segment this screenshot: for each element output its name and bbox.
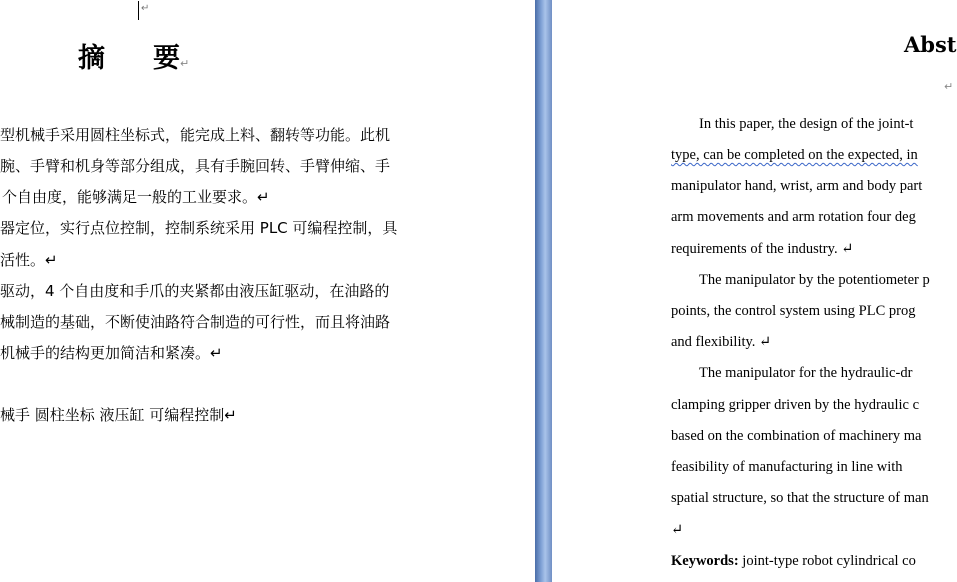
paragraph-mark-icon: ↵ (671, 522, 684, 538)
abstract-line: 驱动，4 个自由度和手爪的夹紧都由液压缸驱动，在油路的 (0, 282, 390, 300)
abstract-line: clamping gripper driven by the hydraulic c (671, 397, 920, 413)
abstract-line: manipulator hand, wrist, arm and body part (671, 178, 923, 194)
paragraph-mark-icon: ↵ (141, 3, 150, 14)
keywords-value: joint-type robot cylindrical co (738, 553, 916, 569)
abstract-line: based on the combination of machinery ma (671, 428, 922, 444)
abstract-line: arm movements and arm rotation four deg (671, 209, 916, 225)
abstract-line: feasibility of manufacturing in line with (671, 459, 903, 475)
abstract-line: and flexibility. ↵ (671, 334, 772, 350)
abstract-line: The manipulator for the hydraulic-dr (699, 365, 913, 381)
page-gap (535, 0, 552, 582)
paragraph-mark-icon: ↵ (180, 57, 190, 70)
abstract-line: 腕、手臂和机身等部分组成，具有手腕回转、手臂伸缩、手 (0, 157, 391, 175)
keywords-label: Keywords: (671, 553, 739, 569)
title-char-1: 摘 (78, 43, 105, 74)
abstract-line: 活性。↵ (0, 251, 58, 269)
abstract-line: spatial structure, so that the structure of man (671, 490, 929, 506)
abstract-line: In this paper, the design of the joint-t (699, 116, 914, 132)
english-abstract-page (552, 0, 957, 582)
keywords-line: 械手 圆柱坐标 液压缸 可编程控制↵ (0, 406, 237, 424)
abstract-line: 型机械手采用圆柱坐标式，能完成上料、翻转等功能。此机 (0, 126, 391, 144)
abstract-line: The manipulator by the potentiometer p (699, 272, 930, 288)
abstract-line: 机械手的结构更加简洁和紧凑。↵ (0, 344, 223, 362)
abstract-line: 个自由度，能够满足一般的工业要求。↵ (2, 188, 270, 206)
keywords-line (671, 553, 916, 570)
text-cursor (138, 1, 139, 20)
abstract-line: requirements of the industry. ↵ (671, 241, 854, 257)
chinese-abstract-title (78, 36, 189, 75)
abstract-line: points, the control system using PLC prog (671, 303, 916, 319)
title-char-2: 要 (153, 43, 180, 74)
abstract-line: 械制造的基础，不断使油路符合制造的可行性，而且将油路 (0, 313, 391, 331)
abstract-line: type, can be completed on the expected, in (671, 147, 918, 163)
english-abstract-title: Abst (904, 32, 957, 57)
abstract-line: 器定位，实行点位控制，控制系统采用 PLC 可编程控制，具 (0, 219, 398, 237)
paragraph-mark-icon: ↵ (944, 80, 954, 93)
